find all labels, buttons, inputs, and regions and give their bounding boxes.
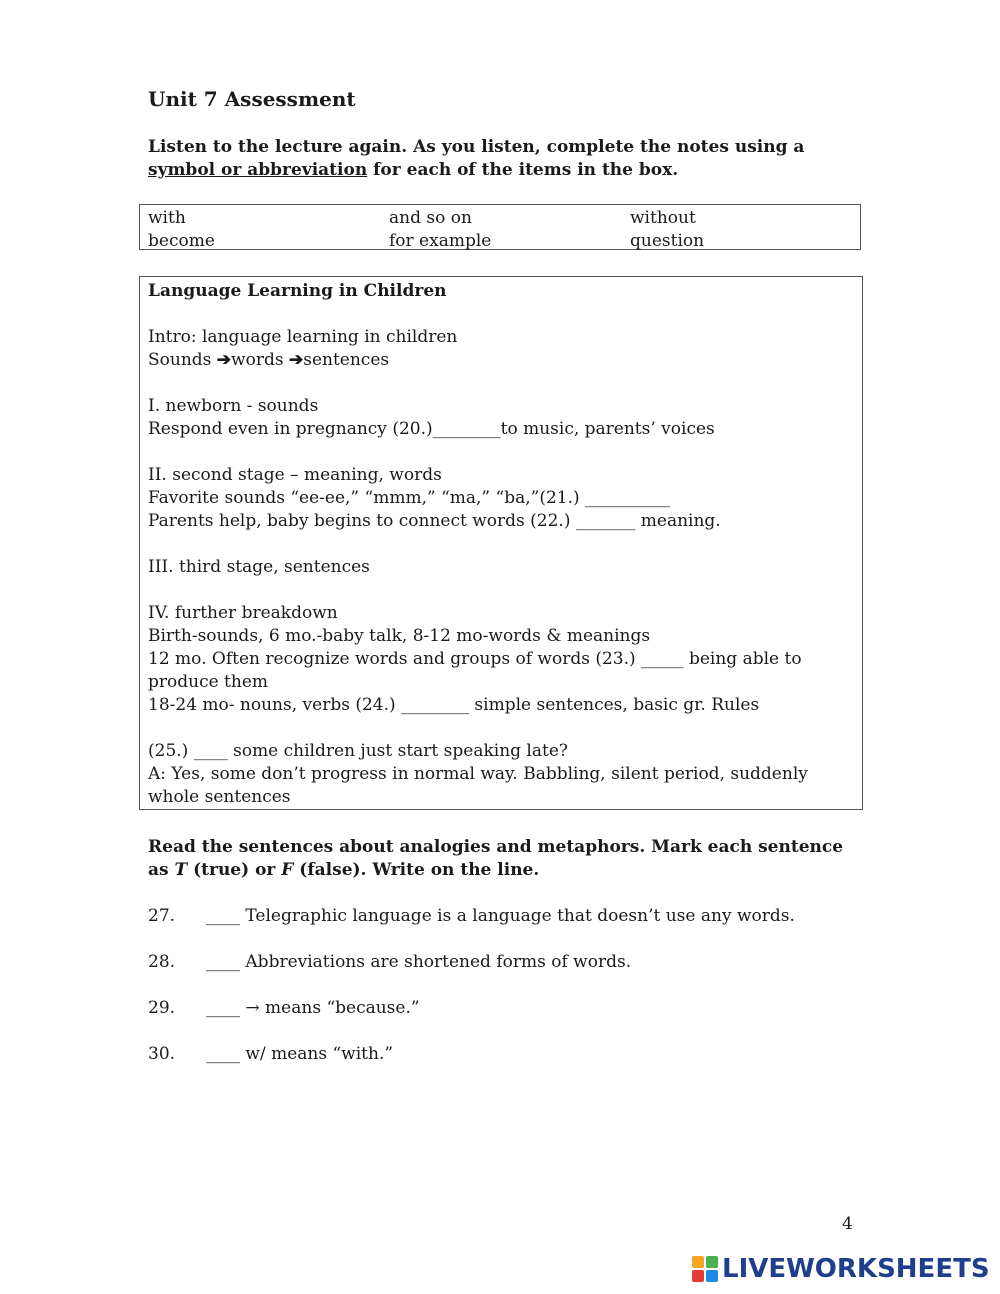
tf-item-number: 30. (148, 1044, 176, 1064)
instructions-underlined: symbol or abbreviation (148, 160, 368, 180)
notes-intro: Intro: language learning in children (148, 327, 458, 347)
notes-sentences-text: sentences (303, 350, 390, 370)
notes-heading: Language Learning in Children (148, 281, 447, 301)
instructions-text: Listen to the lecture again. As you listen, complete the notes using a (148, 137, 805, 157)
notes-section-title: IV. further breakdown (148, 603, 338, 623)
instructions-text: (true) or (187, 860, 282, 880)
word-box-item: question (630, 231, 705, 251)
tf-item-text: ____ → means “because.” (206, 998, 420, 1018)
notes-words-text: words (231, 350, 289, 370)
notes-sounds-text: Sounds (148, 350, 217, 370)
notes-line: Birth-sounds, 6 mo.-baby talk, 8-12 mo-words & meanings (148, 626, 651, 646)
tf-item-text: ____ Abbreviations are shortened forms of words. (206, 952, 632, 972)
word-box-item: for example (389, 231, 492, 251)
instructions-text: (false). Write on the line. (293, 860, 540, 880)
tf-item-text: ____ w/ means “with.” (206, 1044, 394, 1064)
notes-line-25: (25.) ____ some children just start speaking late? (148, 741, 569, 761)
tf-item (148, 951, 631, 974)
notes-section-title: III. third stage, sentences (148, 557, 370, 577)
true-letter: T (174, 860, 188, 880)
tf-item-number: 28. (148, 952, 176, 972)
tf-item (148, 905, 795, 928)
word-box-item: without (630, 208, 696, 228)
notes-section-title: I. newborn - sounds (148, 396, 319, 416)
liveworksheets-logo-text: LIVEWORKSHEETS (722, 1254, 990, 1284)
false-letter: F (281, 860, 294, 880)
tf-item-number: 27. (148, 906, 176, 926)
word-box-item: and so on (389, 208, 472, 228)
notes-sounds-line (148, 349, 852, 372)
instructions-notes (148, 136, 863, 182)
word-box (139, 204, 861, 250)
instructions-true-false (148, 836, 863, 882)
notes-box (139, 276, 863, 810)
liveworksheets-logo-icon (692, 1256, 718, 1282)
notes-answer-line: A: Yes, some don’t progress in normal way. Babbling, silent period, suddenly whole sentences (148, 764, 808, 807)
liveworksheets-logo (692, 1255, 990, 1283)
page-title: Unit 7 Assessment (148, 87, 356, 111)
right-arrow-icon: ➔ (288, 350, 304, 370)
instructions-text: Read the sentences about analogies and metaphors. Mark each sentence as (148, 837, 844, 880)
tf-item-number: 29. (148, 998, 176, 1018)
notes-line-24: 18-24 mo- nouns, verbs (24.) ________ simple sentences, basic gr. Rules (148, 695, 760, 715)
page-number: 4 (842, 1214, 853, 1234)
notes-line-23: 12 mo. Often recognize words and groups of words (23.) _____ being able to produce them (148, 649, 802, 692)
tf-item-text: ____ Telegraphic language is a language that doesn’t use any words. (206, 906, 795, 926)
notes-line-20: Respond even in pregnancy (20.)________to music, parents’ voices (148, 419, 715, 439)
word-box-item: become (148, 231, 215, 251)
notes-line-21: Favorite sounds “ee-ee,” “mmm,” “ma,” “ba,”(21.) __________ (148, 488, 671, 508)
notes-section-title: II. second stage – meaning, words (148, 465, 442, 485)
notes-line-22: Parents help, baby begins to connect words (22.) _______ meaning. (148, 511, 721, 531)
tf-item (148, 997, 420, 1020)
right-arrow-icon: ➔ (216, 350, 232, 370)
tf-item (148, 1043, 393, 1066)
instructions-text-end: for each of the items in the box. (367, 160, 679, 180)
word-box-item: with (148, 208, 186, 228)
